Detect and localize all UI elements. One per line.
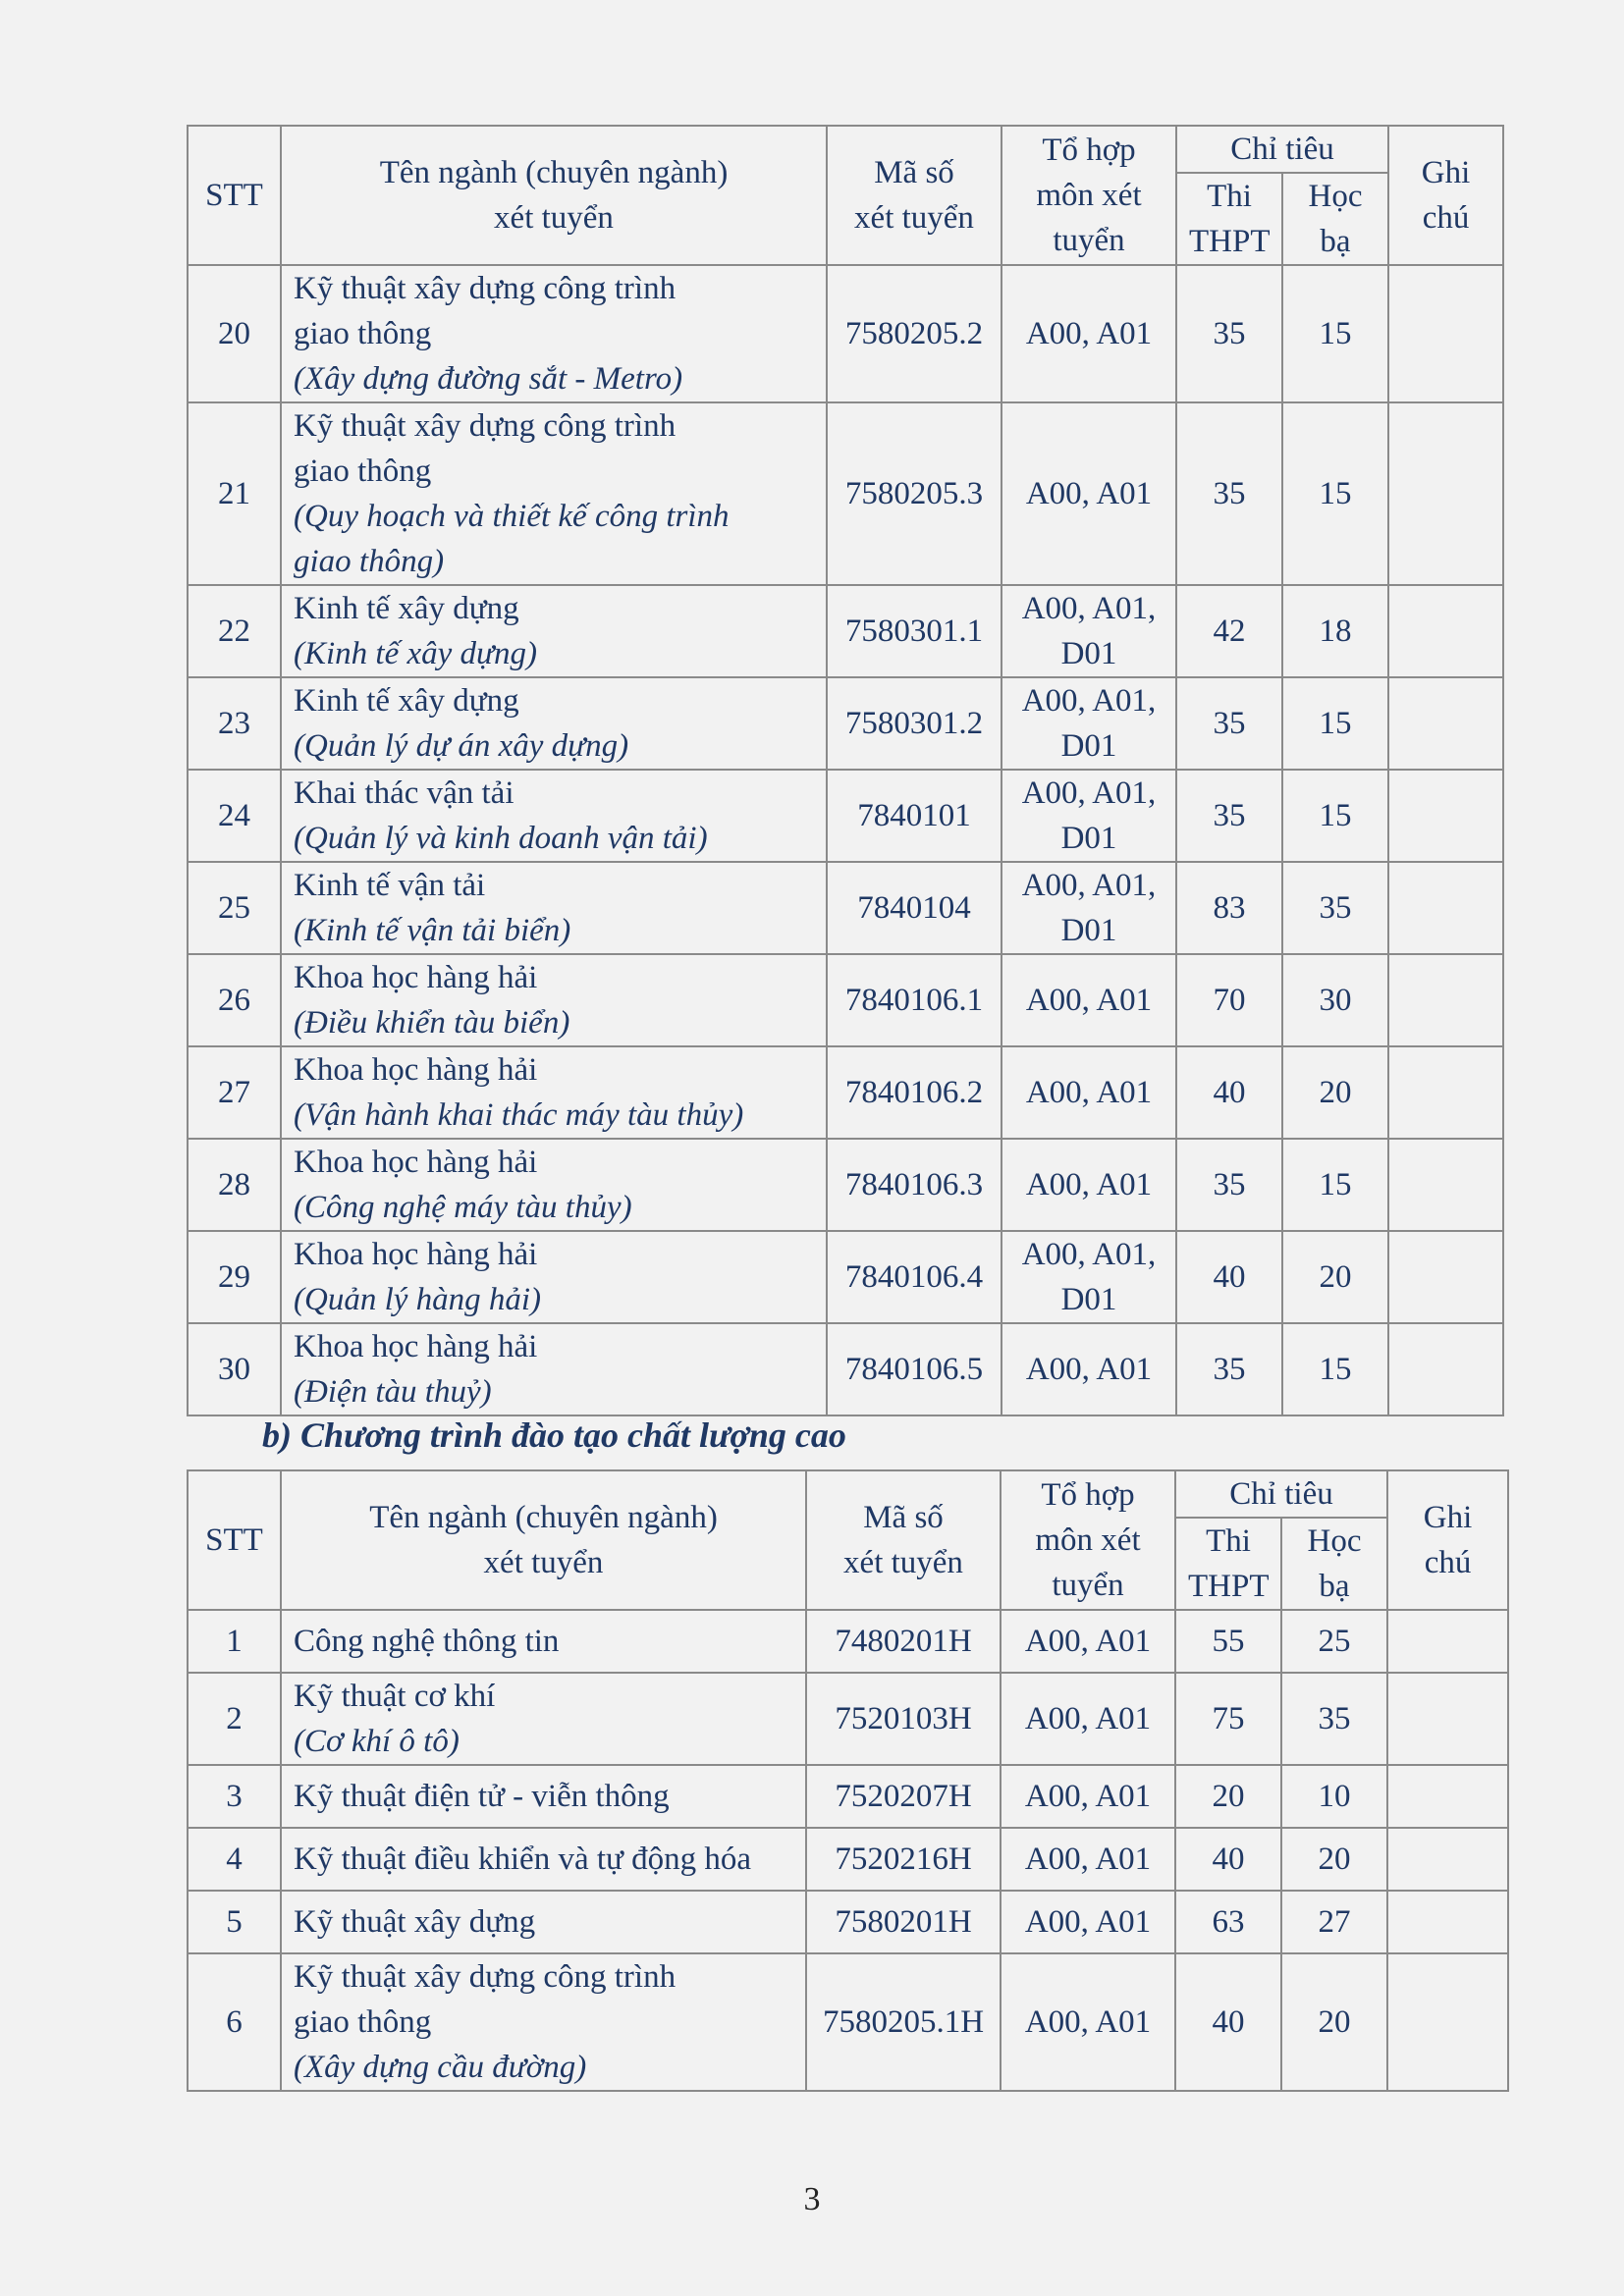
admission-table-high-quality	[187, 1469, 1509, 2092]
row-combination	[1001, 1046, 1176, 1139]
header-thpt: Thi THPT	[1176, 173, 1282, 265]
row-combination	[1001, 1891, 1175, 1953]
combination-line: A00, A01	[1025, 1352, 1153, 1387]
row-combination	[1001, 402, 1176, 585]
row-code: 7840106.2	[827, 1046, 1001, 1139]
combination-line: A00, A01	[1025, 983, 1153, 1018]
row-major-name	[281, 1673, 806, 1765]
row-stt: 20	[188, 265, 281, 402]
major-name-line: Kỹ thuật điều khiển và tự động hóa	[294, 1842, 752, 1877]
row-combination	[1001, 954, 1176, 1046]
specialization-line: (Quản lý hàng hải)	[294, 1282, 542, 1317]
row-stt: 23	[188, 677, 281, 770]
major-name-line: Khoa học hàng hải	[294, 1329, 538, 1364]
row-stt: 26	[188, 954, 281, 1046]
row-stt: 3	[188, 1765, 281, 1828]
row-quota-hocba: 20	[1282, 1231, 1388, 1323]
major-name-line: Kỹ thuật xây dựng	[294, 1904, 536, 1940]
row-note	[1387, 1828, 1508, 1891]
major-name-line: giao thông	[294, 2004, 432, 2040]
row-note	[1388, 954, 1503, 1046]
combination-line: A00, A01	[1024, 1842, 1152, 1877]
row-quota-thpt: 63	[1175, 1891, 1281, 1953]
table-row	[188, 1673, 1508, 1765]
table-row	[188, 1046, 1503, 1139]
row-quota-hocba: 15	[1282, 770, 1388, 862]
row-stt: 29	[188, 1231, 281, 1323]
major-name-line: Kỹ thuật xây dựng công trình	[294, 1959, 677, 1995]
row-major-name	[281, 1765, 806, 1828]
row-code: 7580301.1	[827, 585, 1001, 677]
table-row	[188, 1828, 1508, 1891]
row-note	[1388, 1231, 1503, 1323]
row-stt: 2	[188, 1673, 281, 1765]
table-row	[188, 1231, 1503, 1323]
row-stt: 27	[188, 1046, 281, 1139]
row-code: 7480201H	[806, 1610, 1001, 1673]
specialization-line: (Xây dựng cầu đường)	[294, 2050, 587, 2085]
row-quota-hocba: 15	[1282, 1139, 1388, 1231]
specialization-line: (Điều khiển tàu biển)	[294, 1005, 570, 1041]
row-combination	[1001, 265, 1176, 402]
row-code: 7580205.2	[827, 265, 1001, 402]
row-note	[1387, 1891, 1508, 1953]
row-major-name	[281, 1139, 827, 1231]
major-name-line: Kinh tế xây dựng	[294, 591, 519, 626]
row-major-name	[281, 1231, 827, 1323]
row-quota-hocba: 20	[1281, 1828, 1387, 1891]
row-quota-thpt: 35	[1176, 402, 1282, 585]
header-thpt: Thi THPT	[1175, 1518, 1281, 1610]
row-code: 7840106.5	[827, 1323, 1001, 1415]
row-stt: 6	[188, 1953, 281, 2091]
row-note	[1387, 1953, 1508, 2091]
combination-line: A00, A01	[1025, 1075, 1153, 1110]
row-combination	[1001, 1765, 1175, 1828]
row-major-name	[281, 677, 827, 770]
combination-line: A00, A01,	[1021, 868, 1157, 903]
row-stt: 1	[188, 1610, 281, 1673]
row-stt: 4	[188, 1828, 281, 1891]
row-major-name	[281, 1828, 806, 1891]
row-note	[1387, 1673, 1508, 1765]
table-body	[188, 1610, 1508, 2091]
major-name-line: Kỹ thuật xây dựng công trình	[294, 271, 677, 306]
specialization-line: (Cơ khí ô tô)	[294, 1724, 460, 1759]
specialization-line: (Vận hành khai thác máy tàu thủy)	[294, 1097, 744, 1133]
major-name-line: Kỹ thuật cơ khí	[294, 1679, 496, 1714]
row-major-name	[281, 770, 827, 862]
row-major-name	[281, 402, 827, 585]
row-quota-hocba: 30	[1282, 954, 1388, 1046]
row-combination	[1001, 770, 1176, 862]
row-code: 7840106.4	[827, 1231, 1001, 1323]
row-quota-thpt: 55	[1175, 1610, 1281, 1673]
row-stt: 21	[188, 402, 281, 585]
combination-line: A00, A01	[1025, 1167, 1153, 1202]
row-quota-thpt: 83	[1176, 862, 1282, 954]
combination-line: A00, A01,	[1021, 591, 1157, 626]
row-code: 7580301.2	[827, 677, 1001, 770]
combination-line: A00, A01	[1025, 316, 1153, 351]
table-row	[188, 402, 1503, 585]
combination-line: A00, A01	[1024, 1624, 1152, 1659]
combination-line: D01	[1060, 821, 1117, 856]
row-combination	[1001, 1953, 1175, 2091]
row-quota-thpt: 40	[1175, 1828, 1281, 1891]
row-quota-thpt: 40	[1176, 1231, 1282, 1323]
header-note: Ghi chú	[1387, 1470, 1508, 1610]
specialization-line: (Công nghệ máy tàu thủy)	[294, 1190, 632, 1225]
header-major-name: Tên ngành (chuyên ngành) xét tuyển	[281, 1470, 806, 1610]
row-combination	[1001, 1673, 1175, 1765]
table-row	[188, 265, 1503, 402]
row-quota-thpt: 75	[1175, 1673, 1281, 1765]
row-quota-hocba: 10	[1281, 1765, 1387, 1828]
header-stt: STT	[188, 126, 281, 265]
header-code: Mã số xét tuyển	[827, 126, 1001, 265]
row-combination	[1001, 585, 1176, 677]
row-combination	[1001, 1610, 1175, 1673]
table-row	[188, 862, 1503, 954]
row-stt: 5	[188, 1891, 281, 1953]
header-quota: Chỉ tiêu	[1176, 126, 1388, 173]
row-stt: 22	[188, 585, 281, 677]
row-code: 7520207H	[806, 1765, 1001, 1828]
major-name-line: Kỹ thuật xây dựng công trình	[294, 408, 677, 444]
combination-line: A00, A01	[1024, 1701, 1152, 1736]
table-body	[188, 265, 1503, 1415]
row-quota-thpt: 40	[1176, 1046, 1282, 1139]
table-row	[188, 1610, 1508, 1673]
combination-line: A00, A01	[1024, 1779, 1152, 1814]
row-combination	[1001, 862, 1176, 954]
combination-line: D01	[1060, 728, 1117, 764]
major-name-line: Khoa học hàng hải	[294, 1052, 538, 1088]
row-combination	[1001, 1231, 1176, 1323]
row-combination	[1001, 1323, 1176, 1415]
specialization-line: (Kinh tế vận tải biển)	[294, 913, 571, 948]
specialization-line: (Quản lý và kinh doanh vận tải)	[294, 821, 708, 856]
combination-line: A00, A01,	[1021, 775, 1157, 811]
table-row	[188, 954, 1503, 1046]
row-stt: 28	[188, 1139, 281, 1231]
row-code: 7520216H	[806, 1828, 1001, 1891]
combination-line: A00, A01,	[1021, 683, 1157, 719]
row-note	[1387, 1765, 1508, 1828]
major-name-line: Kỹ thuật điện tử - viễn thông	[294, 1779, 670, 1814]
row-combination	[1001, 1139, 1176, 1231]
row-quota-hocba: 20	[1282, 1046, 1388, 1139]
row-code: 7520103H	[806, 1673, 1001, 1765]
row-quota-hocba: 15	[1282, 265, 1388, 402]
specialization-line: (Quản lý dự án xây dựng)	[294, 728, 629, 764]
row-quota-hocba: 35	[1281, 1673, 1387, 1765]
row-stt: 25	[188, 862, 281, 954]
row-note	[1388, 402, 1503, 585]
row-major-name	[281, 1323, 827, 1415]
row-major-name	[281, 1046, 827, 1139]
specialization-line: (Kinh tế xây dựng)	[294, 636, 538, 671]
row-quota-thpt: 35	[1176, 1323, 1282, 1415]
row-code: 7840101	[827, 770, 1001, 862]
specialization-line: (Xây dựng đường sắt - Metro)	[294, 361, 683, 397]
major-name-line: Khoa học hàng hải	[294, 1237, 538, 1272]
section-b-title: b) Chương trình đào tạo chất lượng cao	[262, 1415, 846, 1455]
header-combination: Tổ hợp môn xét tuyển	[1001, 126, 1176, 265]
combination-line: A00, A01	[1024, 2004, 1152, 2040]
row-stt: 24	[188, 770, 281, 862]
specialization-line: (Điện tàu thuỷ)	[294, 1374, 492, 1410]
header-combination: Tổ hợp môn xét tuyển	[1001, 1470, 1175, 1610]
major-name-line: Khai thác vận tải	[294, 775, 514, 811]
row-code: 7580201H	[806, 1891, 1001, 1953]
table-row	[188, 1139, 1503, 1231]
header-note: Ghi chú	[1388, 126, 1503, 265]
row-major-name	[281, 1610, 806, 1673]
row-note	[1388, 677, 1503, 770]
specialization-line: giao thông)	[294, 544, 445, 579]
row-combination	[1001, 677, 1176, 770]
row-note	[1387, 1610, 1508, 1673]
header-stt: STT	[188, 1470, 281, 1610]
row-quota-hocba: 15	[1282, 1323, 1388, 1415]
header-major-name: Tên ngành (chuyên ngành) xét tuyển	[281, 126, 827, 265]
row-code: 7580205.1H	[806, 1953, 1001, 2091]
row-note	[1388, 1323, 1503, 1415]
major-name-line: Khoa học hàng hải	[294, 960, 538, 995]
major-name-line: Khoa học hàng hải	[294, 1145, 538, 1180]
row-code: 7840106.3	[827, 1139, 1001, 1231]
row-note	[1388, 1139, 1503, 1231]
row-quota-hocba: 15	[1282, 402, 1388, 585]
row-major-name	[281, 862, 827, 954]
row-quota-thpt: 35	[1176, 770, 1282, 862]
table-row	[188, 770, 1503, 862]
combination-line: D01	[1060, 1282, 1117, 1317]
row-stt: 30	[188, 1323, 281, 1415]
combination-line: A00, A01,	[1021, 1237, 1157, 1272]
row-quota-thpt: 70	[1176, 954, 1282, 1046]
row-quota-hocba: 20	[1281, 1953, 1387, 2091]
row-code: 7580205.3	[827, 402, 1001, 585]
row-note	[1388, 585, 1503, 677]
row-note	[1388, 265, 1503, 402]
major-name-line: Công nghệ thông tin	[294, 1624, 560, 1659]
table-row	[188, 677, 1503, 770]
table-row	[188, 1765, 1508, 1828]
combination-line: A00, A01	[1024, 1904, 1152, 1940]
table-row	[188, 1891, 1508, 1953]
row-quota-hocba: 18	[1282, 585, 1388, 677]
row-note	[1388, 770, 1503, 862]
row-note	[1388, 862, 1503, 954]
combination-line: D01	[1060, 636, 1117, 671]
row-major-name	[281, 585, 827, 677]
specialization-line: (Quy hoạch và thiết kế công trình	[294, 499, 730, 534]
row-major-name	[281, 1891, 806, 1953]
row-major-name	[281, 1953, 806, 2091]
row-quota-hocba: 35	[1282, 862, 1388, 954]
row-quota-hocba: 27	[1281, 1891, 1387, 1953]
major-name-line: Kinh tế vận tải	[294, 868, 486, 903]
row-combination	[1001, 1828, 1175, 1891]
row-code: 7840104	[827, 862, 1001, 954]
row-quota-thpt: 42	[1176, 585, 1282, 677]
row-quota-hocba: 25	[1281, 1610, 1387, 1673]
table-row	[188, 1323, 1503, 1415]
row-quota-thpt: 20	[1175, 1765, 1281, 1828]
table-row	[188, 1953, 1508, 2091]
row-quota-thpt: 35	[1176, 677, 1282, 770]
combination-line: D01	[1060, 913, 1117, 948]
page-number: 3	[803, 2181, 821, 2217]
row-note	[1388, 1046, 1503, 1139]
row-code: 7840106.1	[827, 954, 1001, 1046]
major-name-line: giao thông	[294, 316, 432, 351]
row-major-name	[281, 265, 827, 402]
row-quota-thpt: 35	[1176, 1139, 1282, 1231]
major-name-line: Kinh tế xây dựng	[294, 683, 519, 719]
row-major-name	[281, 954, 827, 1046]
admission-table-standard	[187, 125, 1504, 1416]
row-quota-hocba: 15	[1282, 677, 1388, 770]
header-hocba: Học bạ	[1281, 1518, 1387, 1610]
header-quota: Chỉ tiêu	[1175, 1470, 1387, 1518]
header-code: Mã số xét tuyển	[806, 1470, 1001, 1610]
major-name-line: giao thông	[294, 454, 432, 489]
header-hocba: Học bạ	[1282, 173, 1388, 265]
row-quota-thpt: 35	[1176, 265, 1282, 402]
table-row	[188, 585, 1503, 677]
combination-line: A00, A01	[1025, 476, 1153, 511]
row-quota-thpt: 40	[1175, 1953, 1281, 2091]
